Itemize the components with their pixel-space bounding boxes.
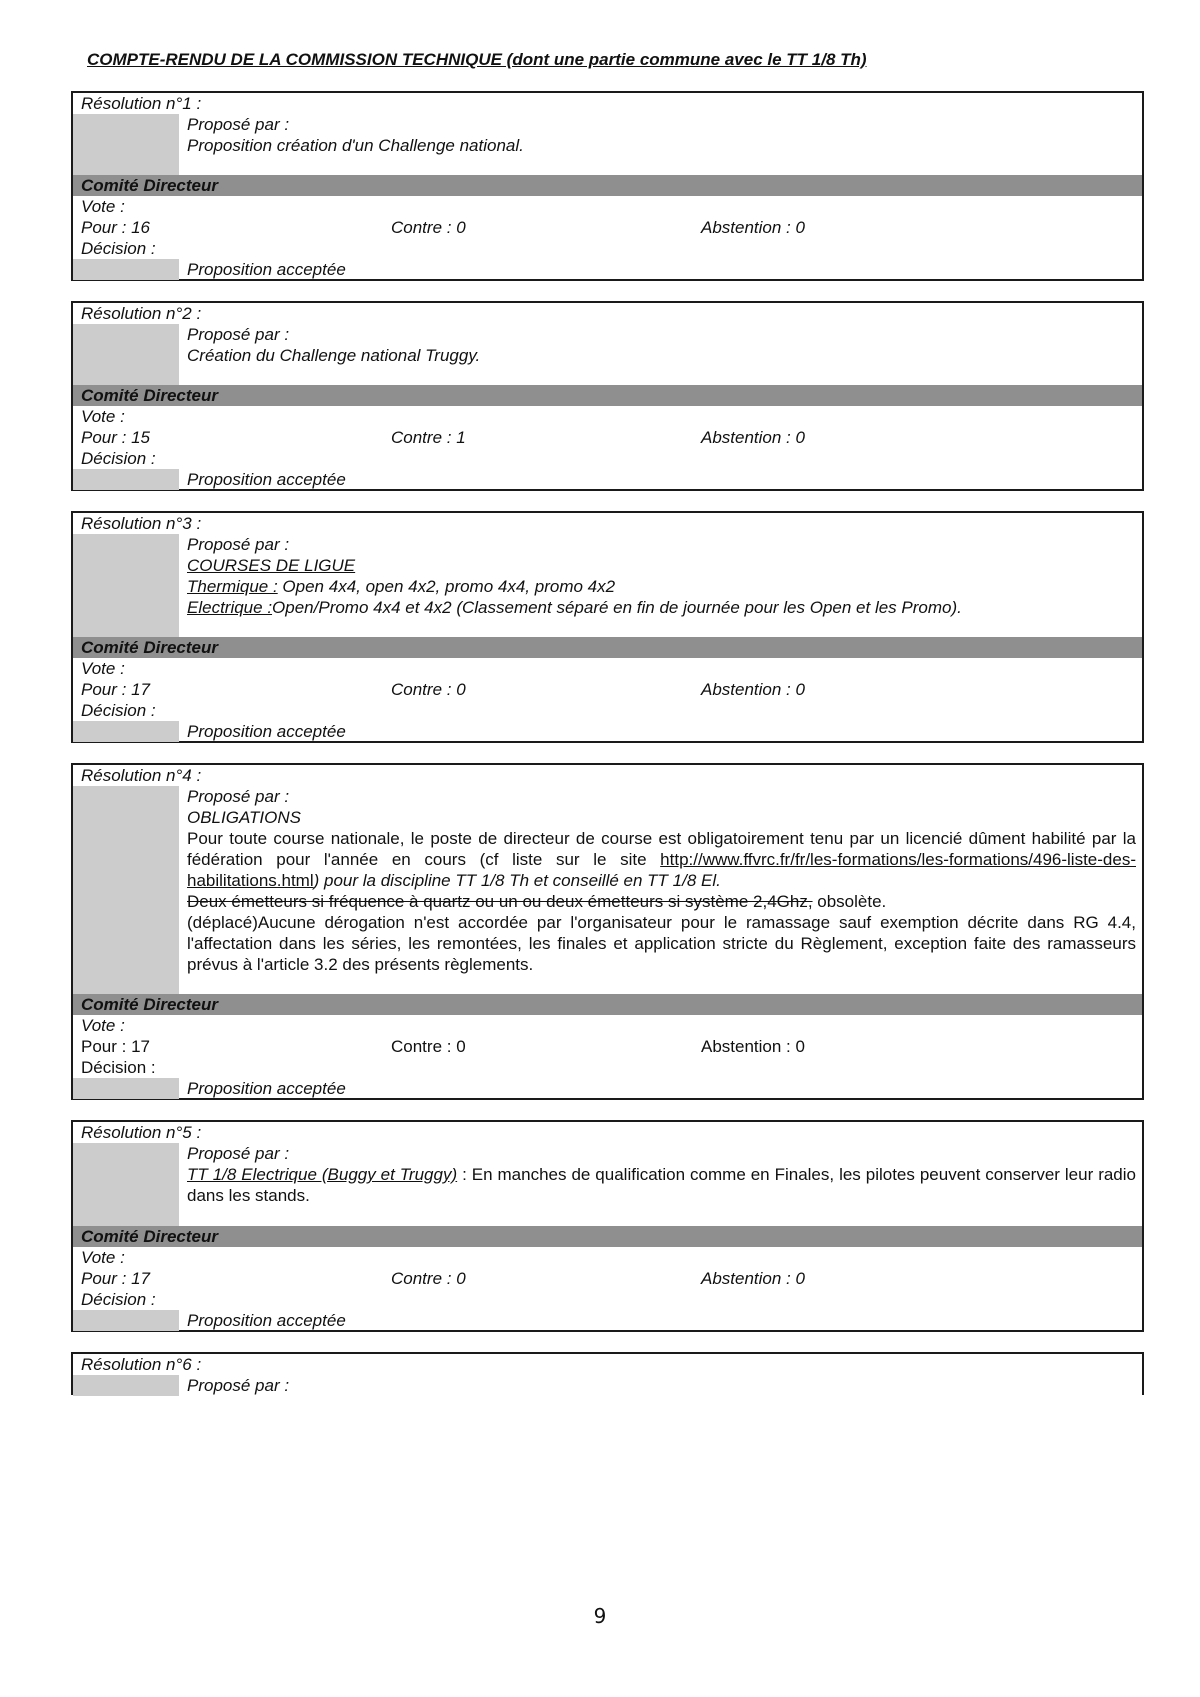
electrique-label: Electrique : [187, 598, 273, 617]
committee-band: Comité Directeur [73, 994, 1142, 1015]
proposed-by-label: Proposé par : [187, 325, 290, 344]
resolution-3 [71, 511, 1144, 743]
committee-band: Comité Directeur [73, 637, 1142, 658]
resolution-2 [71, 301, 1144, 491]
margin-shade [73, 469, 179, 490]
vote-results [73, 1268, 1142, 1289]
committee-band: Comité Directeur [73, 385, 1142, 406]
ramassage-paragraph: (déplacé)Aucune dérogation n'est accordée par l'organisateur pour le ramassage sauf exemption décrite dans RG 4.4, l'affectation dans les séries, les remontées, les finales et application stricte du Règlement, exception faite des ramasseurs prévus à l'article 3.2 des présents règlements. [187, 913, 1136, 974]
margin-shade [73, 259, 179, 280]
thermique-label: Thermique : [187, 577, 278, 596]
margin-shade [73, 1078, 179, 1099]
proposal-text: Création du Challenge national Truggy. [187, 346, 481, 365]
vote-for: Pour : 17 [81, 1037, 150, 1056]
obsolete-line [187, 891, 1136, 912]
electrique-line [187, 597, 1136, 618]
decision-label: Décision : [81, 1290, 156, 1309]
vote-for: Pour : 17 [81, 1269, 150, 1288]
vote-results [73, 427, 1142, 448]
vote-label: Vote : [81, 1248, 125, 1267]
proposal-subject: TT 1/8 Electrique (Buggy et Truggy) [187, 1165, 458, 1184]
decision-text: Proposition acceptée [187, 1311, 346, 1330]
resolution-1 [71, 91, 1144, 281]
proposed-by-label: Proposé par : [187, 1144, 290, 1163]
vote-against: Contre : 0 [391, 680, 466, 699]
margin-shade [73, 1143, 179, 1226]
margin-shade [73, 1310, 179, 1331]
vote-abstention: Abstention : 0 [701, 680, 805, 699]
paragraph-start: Pour toute course nationale, le poste de directeur de course est obligatoirement tenu par un licencié dûment habilité par la fédération pour l'année en cours (cf liste sur le site [187, 829, 1136, 869]
decision-label: Décision : [81, 449, 156, 468]
obsolete-note: obsolète. [812, 892, 887, 911]
decision-text: Proposition acceptée [187, 722, 346, 741]
thermique-line [187, 576, 1136, 597]
margin-shade [73, 324, 179, 385]
vote-against: Contre : 1 [391, 428, 466, 447]
proposal-text: : En manches de qualification comme en Finales, les pilotes peuvent conserver leur radio dans les stands. [187, 1165, 1136, 1205]
margin-shade [73, 1375, 179, 1396]
committee-band: Comité Directeur [73, 175, 1142, 196]
margin-shade [73, 114, 179, 175]
proposal-text: Proposition création d'un Challenge national. [187, 136, 524, 155]
resolution-4 [71, 763, 1144, 1100]
decision-text: Proposition acceptée [187, 1079, 346, 1098]
vote-for: Pour : 17 [81, 680, 150, 699]
resolution-heading: Résolution n°3 : [81, 514, 202, 533]
vote-results [73, 1036, 1142, 1057]
document-title: COMPTE-RENDU DE LA COMMISSION TECHNIQUE (dont une partie commune avec le TT 1/8 Th) [87, 50, 867, 69]
section-heading-courses: COURSES DE LIGUE [187, 556, 356, 575]
vote-for: Pour : 16 [81, 218, 150, 237]
decision-text: Proposition acceptée [187, 260, 346, 279]
proposed-by-label: Proposé par : [187, 1376, 290, 1395]
margin-shade [73, 786, 179, 994]
vote-results [73, 679, 1142, 700]
vote-abstention: Abstention : 0 [701, 218, 805, 237]
paragraph-end: ) pour la discipline TT 1/8 Th et conseillé en TT 1/8 El. [313, 871, 721, 890]
decision-text: Proposition acceptée [187, 470, 346, 489]
resolution-6 [71, 1352, 1144, 1395]
vote-label: Vote : [81, 197, 125, 216]
resolution-heading: Résolution n°2 : [81, 304, 202, 323]
vote-for: Pour : 15 [81, 428, 150, 447]
committee-band: Comité Directeur [73, 1226, 1142, 1247]
vote-label: Vote : [81, 407, 125, 426]
vote-against: Contre : 0 [391, 1269, 466, 1288]
resolution-heading: Résolution n°4 : [81, 766, 202, 785]
section-heading-obligations: OBLIGATIONS [187, 808, 301, 827]
resolution-5 [71, 1120, 1144, 1332]
vote-abstention: Abstention : 0 [701, 1037, 805, 1056]
proposed-by-label: Proposé par : [187, 787, 290, 806]
electrique-text: Open/Promo 4x4 et 4x2 (Classement séparé en fin de journée pour les Open et les Promo). [272, 598, 962, 617]
margin-shade [73, 721, 179, 742]
vote-label: Vote : [81, 659, 125, 678]
vote-abstention: Abstention : 0 [701, 428, 805, 447]
resolution-heading: Résolution n°5 : [81, 1123, 202, 1142]
vote-results [73, 217, 1142, 238]
vote-against: Contre : 0 [391, 1037, 466, 1056]
proposal-paragraph [187, 1164, 1136, 1206]
decision-label: Décision : [81, 701, 156, 720]
decision-label: Décision : [81, 239, 156, 258]
struck-text: Deux émetteurs si fréquence à quartz ou un ou deux émetteurs si système 2,4Ghz, [187, 892, 813, 911]
page-number: 9 [593, 1604, 607, 1628]
resolution-heading: Résolution n°1 : [81, 94, 202, 113]
thermique-text: Open 4x4, open 4x2, promo 4x4, promo 4x2 [277, 577, 616, 596]
obligations-paragraph [187, 828, 1136, 891]
vote-against: Contre : 0 [391, 218, 466, 237]
habilitations-link[interactable]: http://www.ffvrc.fr/fr/les-formations/les-formations/496-liste-des-habilitations.html [187, 850, 1136, 890]
proposed-by-label: Proposé par : [187, 115, 290, 134]
margin-shade [73, 534, 179, 637]
resolution-heading: Résolution n°6 : [81, 1355, 202, 1374]
vote-abstention: Abstention : 0 [701, 1269, 805, 1288]
decision-label: Décision : [81, 1058, 156, 1077]
proposed-by-label: Proposé par : [187, 535, 290, 554]
vote-label: Vote : [81, 1016, 125, 1035]
